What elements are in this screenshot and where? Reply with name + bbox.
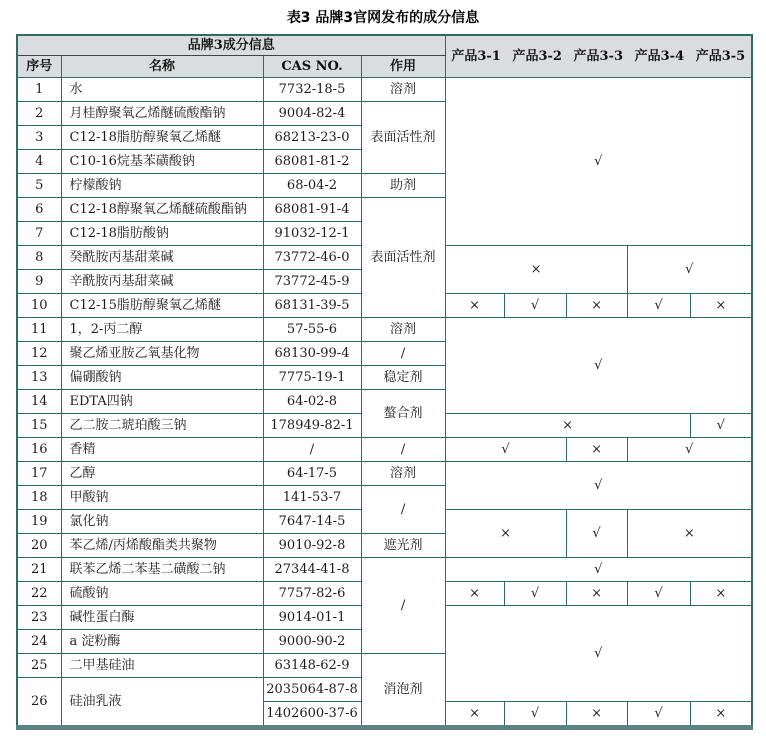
cell-mark: √ xyxy=(690,414,752,438)
cell-name: C12-15脂肪醇聚氧乙烯醚 xyxy=(61,294,263,318)
cell-mark: √ xyxy=(445,462,752,510)
cell-mark: √ xyxy=(627,702,690,728)
cell-no: 16 xyxy=(17,438,61,462)
cell-no: 15 xyxy=(17,414,61,438)
cell-function: 表面活性剂 xyxy=(361,198,445,318)
cell-no: 10 xyxy=(17,294,61,318)
cell-name: 柠檬酸钠 xyxy=(61,174,263,198)
cell-cas: 68130-99-4 xyxy=(263,342,361,366)
cell-name: 香精 xyxy=(61,438,263,462)
cell-cas: 9014-01-1 xyxy=(263,606,361,630)
cell-cas: 7647-14-5 xyxy=(263,510,361,534)
cell-function: / xyxy=(361,438,445,462)
cell-name: 乙二胺二琥珀酸三钠 xyxy=(61,414,263,438)
cell-no: 5 xyxy=(17,174,61,198)
cell-name: 甲酸钠 xyxy=(61,486,263,510)
cell-no: 23 xyxy=(17,606,61,630)
table-row xyxy=(17,318,752,342)
cell-name: 硅油乳液 xyxy=(61,678,263,728)
cell-cas: 9000-90-2 xyxy=(263,630,361,654)
cell-no: 3 xyxy=(17,126,61,150)
cell-mark: √ xyxy=(627,294,690,318)
cell-function: 表面活性剂 xyxy=(361,102,445,174)
col-header-function: 作用 xyxy=(361,56,445,78)
cell-no: 26 xyxy=(17,678,61,728)
cell-no: 14 xyxy=(17,390,61,414)
cell-mark: √ xyxy=(445,558,752,582)
product-header-3-2: 产品3-2 xyxy=(512,49,562,64)
cell-name: C12-18脂肪醇聚氧乙烯醚 xyxy=(61,126,263,150)
cell-no: 2 xyxy=(17,102,61,126)
group-header: 品牌3成分信息 xyxy=(17,35,445,56)
cell-cas: 141-53-7 xyxy=(263,486,361,510)
cell-no: 20 xyxy=(17,534,61,558)
cell-cas: 9004-82-4 xyxy=(263,102,361,126)
cell-cas: 68081-81-2 xyxy=(263,150,361,174)
cell-cas: 27344-41-8 xyxy=(263,558,361,582)
cell-name: a 淀粉酶 xyxy=(61,630,263,654)
cell-cas: 7775-19-1 xyxy=(263,366,361,390)
cell-name: C12-18醇聚氧乙烯醚硫酸酯钠 xyxy=(61,198,263,222)
cell-no: 21 xyxy=(17,558,61,582)
cell-mark: √ xyxy=(445,78,752,246)
cell-function: 稳定剂 xyxy=(361,366,445,390)
cell-function: / xyxy=(361,486,445,534)
cell-cas: 2035064-87-8 xyxy=(263,678,361,702)
cell-name: 聚乙烯亚胺乙氧基化物 xyxy=(61,342,263,366)
cell-cas: 57-55-6 xyxy=(263,318,361,342)
cell-name: 苯乙烯/丙烯酸酯类共聚物 xyxy=(61,534,263,558)
cell-cas: 68-04-2 xyxy=(263,174,361,198)
cell-function: 螯合剂 xyxy=(361,390,445,438)
cell-mark: × xyxy=(445,246,627,294)
cell-no: 22 xyxy=(17,582,61,606)
cell-mark: × xyxy=(566,582,627,606)
cell-function: 遮光剂 xyxy=(361,534,445,558)
cell-cas: 68081-91-4 xyxy=(263,198,361,222)
table-row xyxy=(17,462,752,486)
cell-cas: 178949-82-1 xyxy=(263,414,361,438)
cell-function: / xyxy=(361,558,445,654)
product-header-3-4: 产品3-4 xyxy=(634,49,685,64)
cell-no: 9 xyxy=(17,270,61,294)
product-header-3-3: 产品3-3 xyxy=(573,49,624,64)
ingredient-table xyxy=(16,34,753,730)
cell-mark: √ xyxy=(627,246,752,294)
cell-no: 25 xyxy=(17,654,61,678)
table-row xyxy=(17,438,752,462)
cell-function: 溶剂 xyxy=(361,318,445,342)
cell-name: 氯化钠 xyxy=(61,510,263,534)
cell-name: 乙醇 xyxy=(61,462,263,486)
cell-cas: 64-02-8 xyxy=(263,390,361,414)
product-header-group xyxy=(445,35,752,78)
cell-cas: 1402600-37-6 xyxy=(263,702,361,728)
table-row xyxy=(17,558,752,582)
cell-name: 癸酰胺丙基甜菜碱 xyxy=(61,246,263,270)
cell-mark: √ xyxy=(504,294,566,318)
product-header-3-1: 产品3-1 xyxy=(451,49,501,64)
cell-name: 硫酸钠 xyxy=(61,582,263,606)
table-row xyxy=(17,78,752,102)
cell-function: 溶剂 xyxy=(361,462,445,486)
cell-no: 7 xyxy=(17,222,61,246)
cell-name: 联苯乙烯二苯基二磺酸二钠 xyxy=(61,558,263,582)
cell-name: C10-16烷基苯磺酸钠 xyxy=(61,150,263,174)
cell-no: 13 xyxy=(17,366,61,390)
cell-name: 碱性蛋白酶 xyxy=(61,606,263,630)
cell-mark: √ xyxy=(504,702,566,728)
cell-cas: 63148-62-9 xyxy=(263,654,361,678)
cell-no: 1 xyxy=(17,78,61,102)
cell-name: 偏硼酸钠 xyxy=(61,366,263,390)
cell-function: 消泡剂 xyxy=(361,654,445,728)
cell-cas: 64-17-5 xyxy=(263,462,361,486)
cell-mark: × xyxy=(566,294,627,318)
cell-no: 11 xyxy=(17,318,61,342)
col-header-name: 名称 xyxy=(61,56,263,78)
col-header-cas: CAS NO. xyxy=(263,56,361,78)
cell-mark: × xyxy=(690,582,752,606)
cell-mark: √ xyxy=(445,606,752,702)
cell-name: 1，2-丙二醇 xyxy=(61,318,263,342)
cell-mark: × xyxy=(690,702,752,728)
col-header-index: 序号 xyxy=(17,56,61,78)
cell-mark: × xyxy=(566,702,627,728)
cell-cas: 7757-82-6 xyxy=(263,582,361,606)
cell-no: 12 xyxy=(17,342,61,366)
cell-mark: × xyxy=(445,294,504,318)
page-title: 表3 品牌3官网发布的成分信息 xyxy=(286,10,480,26)
cell-name: 二甲基硅油 xyxy=(61,654,263,678)
cell-no: 19 xyxy=(17,510,61,534)
cell-mark: √ xyxy=(445,438,566,462)
cell-mark: × xyxy=(445,702,504,728)
cell-function: 助剂 xyxy=(361,174,445,198)
cell-name: C12-18脂肪酸钠 xyxy=(61,222,263,246)
cell-cas: 73772-45-9 xyxy=(263,270,361,294)
cell-mark: × xyxy=(445,414,690,438)
cell-no: 17 xyxy=(17,462,61,486)
cell-function: / xyxy=(361,342,445,366)
cell-cas: 91032-12-1 xyxy=(263,222,361,246)
cell-mark: × xyxy=(627,510,752,558)
cell-name: EDTA四钠 xyxy=(61,390,263,414)
cell-name: 水 xyxy=(61,78,263,102)
cell-no: 4 xyxy=(17,150,61,174)
cell-mark: × xyxy=(445,510,566,558)
cell-name: 辛酰胺丙基甜菜碱 xyxy=(61,270,263,294)
cell-cas: 68213-23-0 xyxy=(263,126,361,150)
cell-cas: 73772-46-0 xyxy=(263,246,361,270)
cell-cas: 68131-39-5 xyxy=(263,294,361,318)
cell-mark: √ xyxy=(566,510,627,558)
cell-mark: √ xyxy=(627,582,690,606)
cell-name: 月桂醇聚氧乙烯醚硫酸酯钠 xyxy=(61,102,263,126)
product-header-3-5: 产品3-5 xyxy=(695,49,746,64)
cell-mark: × xyxy=(690,294,752,318)
cell-mark: × xyxy=(445,582,504,606)
cell-cas: / xyxy=(263,438,361,462)
cell-no: 6 xyxy=(17,198,61,222)
cell-cas: 9010-92-8 xyxy=(263,534,361,558)
cell-no: 24 xyxy=(17,630,61,654)
cell-no: 8 xyxy=(17,246,61,270)
cell-no: 18 xyxy=(17,486,61,510)
cell-cas: 7732-18-5 xyxy=(263,78,361,102)
ingredient-table-wrapper xyxy=(16,34,766,730)
cell-function: 溶剂 xyxy=(361,78,445,102)
cell-mark: × xyxy=(566,438,627,462)
cell-mark: √ xyxy=(504,582,566,606)
cell-mark: √ xyxy=(627,438,752,462)
cell-mark: √ xyxy=(445,318,752,414)
